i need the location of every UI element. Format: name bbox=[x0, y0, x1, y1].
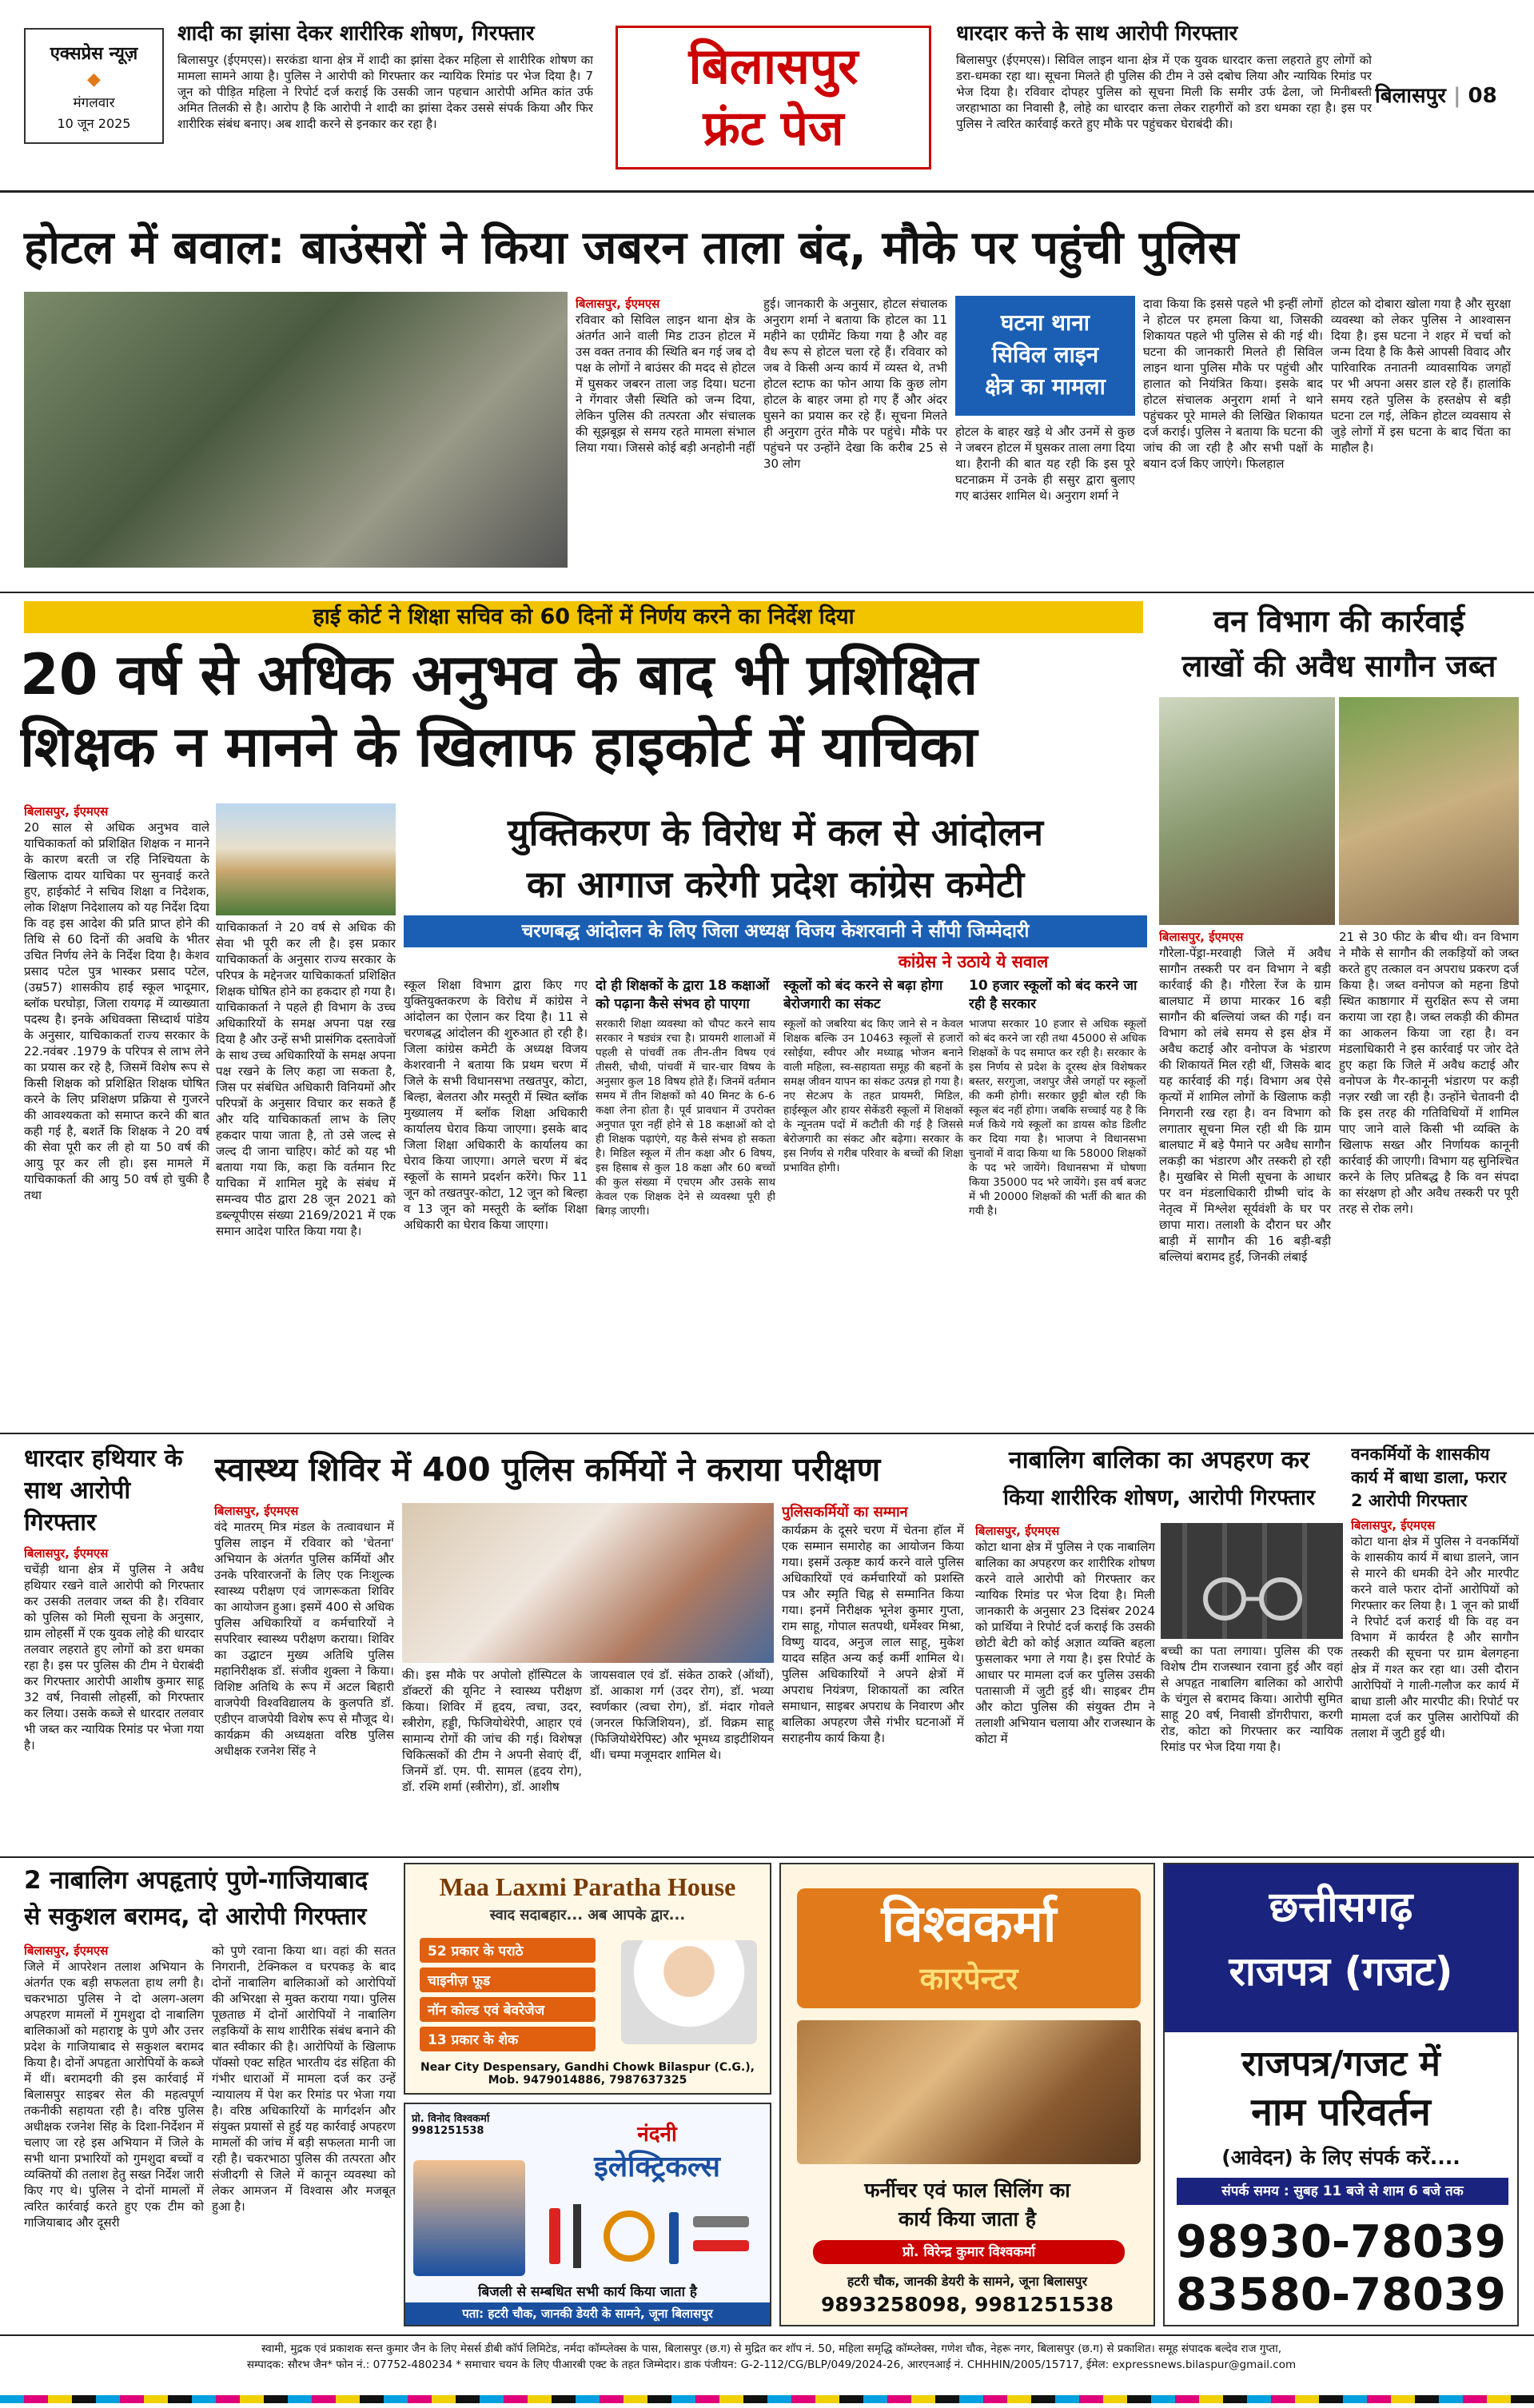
handcuffs-photo bbox=[1161, 1523, 1343, 1639]
middle-rule bbox=[0, 1433, 1534, 1434]
congress-q3-body: भाजपा सरकार 10 हजार से अधिक स्कूलों को बंद करने जा रही तथा 45000 से अधिक शिक्षकों के पद समाप्त कर रही है। सरकार के इस निर्णय से प्रदेश के दूरस्थ क्षेत्र विशेषकर बस्तर, सरगुजा, जशपुर जैसे जगहों पर स्कूलों की कमी होगी। सरकार छुट्टी बोल रही कि स्कूल बंद नहीं होगा। जबकि सच्चाई यह है कि मर्ज किये गये स्कूलों का डायस कोड डिलीट कर दिया गया है। भाजपा ने विधानसभा चुनावों में वादा किया था कि 58000 शिक्षकों के पद भरे जायेंगे। विधानसभा में घोषणा किया 35000 पद भरे जायेंगे। इस वर्ष बजट में भी 20000 शिक्षकों की भर्ती की बात की गयी है। bbox=[969, 1018, 1146, 1218]
imprint bbox=[24, 2341, 1519, 2389]
tools-icon bbox=[541, 2192, 765, 2276]
forest-col-1 bbox=[1159, 929, 1331, 1429]
ad-gazette-hours: संपर्क समय : सुबह 11 बजे से शाम 6 बजे तक bbox=[1177, 2178, 1508, 2205]
pune-dateline: बिलासपुर, ईएमएस bbox=[24, 1944, 109, 1958]
teacher-col-1-text: 20 साल से अधिक अनुभव वाले याचिकाकर्ता को प्रशिक्षित शिक्षक न मानने के कारण बरती ज रहि निश्चियता के खिलाफ दायर याचिका पर सुनवाई करते हुए, हाईकोर्ट ने सचिव शिक्षा व निदेशक, लोक शिक्षण निदेशालय को यह निर्देश दिया कि वह इस आदेश की प्रति प्राप्त होने की तिथि से 60 दिनों की अवधि के भीतर उचित निर्णय लेने के निर्देश दिया है। केशव प्रसाद पटेल पुत्र भास्कर प्रसाद पटेल, (उम्र57) शासकीय हाई स्कूल भादूमार, ब्लॉक घरघोड़ा, जिला रायगढ़ में व्याख्याता पदस्थ है। इनके अधिवक्ता सिध्दार्थ पांडेय के अनुसार, याचिकाकर्ता राज्य सरकार के 22.नवंबर .1979 के परिपत्र से लाभ लेने का प्रयास कर रहे है, जिसमें विशेष रूप से किसी शिक्षक को प्रशिक्षित शिक्षक घोषित करने के लिए प्रशिक्षण प्रक्रिया से गुजरने की आवश्यकता को समाप्त करने की बात कही गई है, बशर्ते कि शिक्षक ने 20 वर्ष की सेवा पूरी कर ली हो या 50 वर्ष की आयु पूर कर ली हो। इस मामले में याचिकाकर्ता की आयु 50 वर्ष हो चुकी है तथा bbox=[24, 820, 209, 1202]
pune-headline-2: से सकुशल बरामद, दो आरोपी गिरफ्तार bbox=[24, 1903, 367, 1931]
ad-gazette-title: राजपत्र (गजट) bbox=[1229, 1948, 1453, 1995]
hotel-col-5: होटल को दोबारा खोला गया है और सुरक्षा व्यवस्था को लेकर पुलिस ने आश्वासन दिया है। इस घटना ने शहर में चर्चा को जन्म दिया है कि कैसे आपसी विवाद और पारिवारिक तनातनी व्यावसायिक जगहों पर भी अपना असर डाल रहे हैं। हालांकि समय रहते पुलिस के हस्तक्षेप से बड़ी घटना टल गई, लेकिन होटल व्यवसाय से जुड़े लोगों में इस घटना के बाद चिंता का माहौल है। bbox=[1331, 297, 1511, 455]
teacher-kicker: हाई कोर्ट ने शिक्षा सचिव को 60 दिनों में निर्णय करने का निर्देश दिया bbox=[24, 601, 1143, 633]
weapon-headline: धारदार हथियार के साथ आरोपी गिरफ्तार bbox=[24, 1445, 183, 1537]
ad-gazette-head bbox=[1165, 1864, 1517, 2032]
ad-paratha-item: 13 प्रकार के शेक bbox=[420, 2027, 596, 2051]
chef-image bbox=[621, 1940, 757, 2044]
teacher-headline-2: शिक्षक न मानने के खिलाफ हाइकोर्ट में याचिका bbox=[20, 714, 978, 779]
brief-left-body: बिलासपुर (ईएमएस)। सरकंडा थाना क्षेत्र में शादी का झांसा देकर महिला से शारीरिक शोषण का मामला सामने आया है। पुलिस ने आरोपी को गिरफ्तार कर न्यायिक रिमांड पर भेज दिया है। 7 जून को पीड़ित महिला ने रिपोर्ट दर्ज कराई कि उसकी जान पहचान आरोपी अमित कांत उर्फ अमित तिलकी से है। आरोप है कि आरोपी ने शादी का झांसा देकर उससे संपर्क किया और फिर शारीरिक संबंध बनाए। अब शादी करने से इनकार कर रहा है। bbox=[177, 53, 593, 131]
teacher-col-2: याचिकाकर्ता ने 20 वर्ष से अधिक की सेवा भी पूरी कर ली है। इस प्रकार याचिकाकर्ता के अनुसार राज्य सरकार के परिपत्र के मद्देनजर याचिकाकर्ता प्रशिक्षित शिक्षक घोषित होने का हकदार हो गया है। याचिकाकर्ता ने पहले ही विभाग के उच्च अधिकारियों के समक्ष अपना पक्ष रख दिया है और उन्हें सभी प्रासंगिक दस्तावेजों के साथ उच्च अधिकारियों के समक्ष अपना पक्ष रखने के लिए कहा जा सकता है, जिस पर संबंधित अधिकारी विनियमों और परिपत्रों के अनुसार विचार कर सकते हैं और यदि याचिकाकर्ता लाभ के लिए हकदार पाया जाता है, तो उसे जल्द से जल्द दी जाना चाहिए। कोर्ट को यह भी बताया गया कि, कहा कि वर्तमान रिट याचिका में शामिल मुद्दे के संबंध में समन्वय पीठ द्वारा 28 जून 2021 को डब्ल्यूपीएस संख्या 2169/2021 में एक समान आदेश पारित किया गया है। bbox=[216, 920, 396, 1238]
congress-q3 bbox=[969, 977, 1146, 1429]
minor-dateline: बिलासपुर, ईएमएस bbox=[975, 1524, 1060, 1538]
health-photo bbox=[402, 1503, 774, 1663]
hotel-box-line-3: क्षेत्र का मामला bbox=[985, 373, 1106, 400]
forestworkers-dateline: बिलासपुर, ईएमएस bbox=[1351, 1518, 1436, 1533]
ad-electric-service: बिजली से सम्बधित सभी कार्य किया जाता है bbox=[478, 2284, 697, 2300]
ad-electric-brand-1: नंदनी bbox=[637, 2123, 677, 2147]
congress-q3-head: 10 हजार स्कूलों को बंद करने जा रही है सरकार bbox=[969, 978, 1138, 1012]
hotel-col-1-text: रविवार को सिविल लाइन थाना क्षेत्र के अंतर्गत आने वाली मिड टाउन होटल में उस वक्त तनाव की स्थिति बन गई जब दो पक्ष के लोगों ने बाउंसर की मदद से होटल में घुसकर जबरन ताला जड़ दिया। घटना ने गेंगवार जैसी स्थिति को जन्म दिया, लेकिन पुलिस की तत्परता और संचालक की सूझबूझ से समय रहते मामला संभाल लिया गया। जिससे कोई बड़ी अनहोनी नहीं bbox=[576, 313, 755, 455]
weapon-body: चचेंड़ी थाना क्षेत्र में पुलिस ने अवैध हथियार रखने वाले आरोपी को गिरफ्तार कर उसकी तलवार जब्त की है। रविवार को पुलिस को मिली सूचना के अनुसार, ग्राम लोहर्सी में एक युवक लोहे की धारदार तलवार लहराते हुए लोगों को डरा धमका रहा है। इस पर पुलिस की टीम ने घेराबंदी कर गिरफ्तार आरोपी आशीष कुमार साहू 32 वर्ष, निवासी लोहर्सी, को गिरफ्तार कर लिया। उसके कब्जे से धारदार तलवार भी जब्त कर न्यायिक रिमांड पर भेजा गया है। bbox=[24, 1562, 204, 1752]
folio-page-number: 08 bbox=[1468, 84, 1497, 108]
health-col-1 bbox=[214, 1503, 394, 1851]
hotel-col-3: होटल के बाहर खड़े थे और उनमें से कुछ ने जबरन होटल में घुसकर ताला लगा दिया था। हैरानी की बात यह रही कि इस पूरे घटनाक्रम में उनके ही ससुर द्वारा बुलाए गए बाउंसर शामिल थे। अनुराग शर्मा ने bbox=[955, 425, 1135, 503]
ad-carpenter-service-1: फर्नीचर एवं फाल सिलिंग का bbox=[864, 2179, 1070, 2202]
ad-carpenter-phone: 9893258098, 9981251538 bbox=[820, 2293, 1114, 2316]
ad-paratha-tagline: स्वाद सदाबहार... अब आपके द्वार... bbox=[489, 1907, 686, 1924]
congress-sub: कांग्रेस ने उठाये ये सवाल bbox=[898, 952, 1049, 971]
hotel-col-1 bbox=[576, 296, 755, 568]
health-headline: स्वास्थ्य शिविर में 400 पुलिस कर्मियों ने कराया परीक्षण bbox=[214, 1450, 881, 1489]
weapon-dateline: बिलासपुर, ईएमएस bbox=[24, 1546, 109, 1561]
ad-electric-brand-2: इलेक्ट्रिकल्स bbox=[594, 2151, 720, 2183]
ad-gazette-state: छत्तीसगढ़ bbox=[1269, 1884, 1413, 1932]
congress-strap: चरणबद्ध आंदोलन के लिए जिला अध्यक्ष विजय केशरवानी ने सौंपी जिम्मेदारी bbox=[404, 915, 1147, 947]
issue-day: मंगलवार bbox=[73, 95, 115, 111]
ad-gazette bbox=[1163, 1863, 1519, 2326]
health-col-2: की। इस मौके पर अपोलो हॉस्पिटल के डॉक्टरों की यूनिट ने स्वास्थ्य परीक्षण किया। शिविर में हृदय, त्वचा, उदर, स्त्रीरोग, हड्डी, फिजियोथेरेपी, आहार एवं सामान्य रोगों की जांच की गई। विशेषज्ञ चिकित्सकों की टीम ने अपनी सेवाएं दीं, जिनमें डॉ. एम. पी. सामल (हृदय रोग), डॉ. रश्मि शर्मा (स्त्रीरोग), डॉ. आशीष bbox=[402, 1668, 582, 1794]
hotel-headline: होटल में बवाल: बाउंसरों ने किया जबरन ताला बंद, मौके पर पहुंची पुलिस bbox=[24, 221, 1239, 274]
weapon-story bbox=[24, 1443, 204, 1851]
ad-gazette-phone-2: 83580-78039 bbox=[1176, 2269, 1506, 2321]
color-registration-bar bbox=[0, 2395, 1534, 2403]
masthead-rule bbox=[0, 190, 1534, 193]
ad-carpenter-owner: प्रो. विरेन्द्र कुमार विश्वकर्मा bbox=[813, 2240, 1125, 2264]
teacher-dateline: बिलासपुर, ईएमएस bbox=[24, 804, 109, 819]
pune-col-1 bbox=[24, 1943, 204, 2322]
ad-gazette-main-2: नाम परिवर्तन bbox=[1251, 2090, 1431, 2135]
ad-carpenter bbox=[779, 1863, 1155, 2326]
congress-q1 bbox=[596, 977, 775, 1429]
carpentry-image bbox=[797, 2020, 1141, 2164]
teacher-col-1 bbox=[24, 803, 209, 1427]
ad-paratha-title: Maa Laxmi Paratha House bbox=[439, 1872, 736, 1901]
masthead bbox=[0, 0, 1534, 192]
brief-right-headline: धारदार कत्ते के साथ आरोपी गिरफ्तार bbox=[956, 22, 1238, 46]
forestworkers-body: कोटा थाना क्षेत्र में पुलिस ने वनकर्मियों के शासकीय कार्य में बाधा डालने, जान से मारने की धमकी देने और मारपीट करने वाले फरार दोनों आरोपियों को गिरफ्तार कर लिया है। 1 जून को प्रार्थी ने रिपोर्ट दर्ज कराई थी कि वह वन विभाग में कार्यरत है और सागौन तस्करी की सूचना पर ग्राम बेलगहना क्षेत्र में गश्त कर रहा था। उसी दौरान आरोपियों ने गाली-गलौज कर कार्य में बाधा डाली और मारपीट की। रिपोर्ट पर मामला दर्ज कर पुलिस आरोपियों की तलाश में जुटी हुई थी। bbox=[1351, 1534, 1519, 1740]
pune-col-2: को पुणे रवाना किया था। वहां की सतत निगरानी, टेक्निकल व घरपकड़ के बाद दोनों नाबालिग बालिकाओं को आरोपियों की अभिरक्षा से मुक्त कराया गया। पुलिस पूछताछ में दोनों आरोपियों ने नाबालिग लड़कियों के साथ शारीरिक संबंध बनाने की बात स्वीकार की है। आरोपियों के खिलाफ पॉक्सो एक्ट सहित भारतीय दंड संहिता की गंभीर धाराओं में मामला दर्ज कर उन्हें न्यायालय में पेश कर रिमांड पर भेजा गया है। वरिष्ठ अधिकारियों के मार्गदर्शन और संयुक्त प्रयासों से हुई यह कार्रवाई अपहरण मामलों की जांच में बड़ी सफलता मानी जा रही है। चकरभाठा पुलिस की तत्परता और संजीदगी से जिले में कानून व्यवस्था को लेकर आमजन में विश्वास और मजबूत हुआ है। bbox=[212, 1944, 396, 2214]
brief-left bbox=[177, 20, 593, 172]
congress-col-1: स्कूल शिक्षा विभाग द्वारा किए गए युक्तियुक्तकरण के विरोध में कांग्रेस ने आंदोलन का ऐलान कर दिया है। 11 से चरणबद्ध आंदोलन की शुरुआत हो रही है। जिला कांग्रेस कमेटी के अध्यक्ष विजय केशरवानी ने बताया कि प्रथम चरण में जिले के सभी विधानसभा तखतपुर, कोटा, बिल्हा, बेलतरा और मस्तूरी में स्थित ब्लॉक मुख्यालय में ब्लॉक शिक्षा अधिकारी कार्यालय घेराव किया जाएगा। इसके बाद जिला शिक्षा अधिकारी के कार्यालय का घेराव किया जाएगा। अगले चरण में बंद स्कूलों के सामने प्रदर्शन करेंगे। फिर 11 जून को तखतपुर-कोटा, 12 जून को बिल्हा व 13 जून को मस्तूरी के ब्लॉक शिक्षा अधिकारी का घेराव किया जाएगा। bbox=[404, 978, 588, 1232]
brand-name: एक्सप्रेस न्यूज़ bbox=[50, 44, 138, 64]
ad-electric-contact: प्रो. विनोद विश्वकर्मा 9981251538 bbox=[412, 2113, 490, 2137]
health-dateline: बिलासपुर, ईएमएस bbox=[214, 1504, 299, 1518]
brand-box bbox=[24, 28, 164, 144]
ad-paratha-items bbox=[420, 1938, 596, 2056]
pune-headline-1: 2 नाबालिग अपहृताएं पुणे-गाजियाबाद bbox=[24, 1866, 369, 1895]
forest-headline-2: लाखों की अवैध सागौन जब्त bbox=[1181, 648, 1496, 684]
ad-carpenter-brand-sub: कारपेन्टर bbox=[919, 1961, 1018, 1996]
ad-carpenter-service-2: कार्य किया जाता है bbox=[898, 2207, 1036, 2231]
congress-q2-body: स्कूलों को जबरिया बंद किए जाने से न केवल शिक्षक बल्कि उन 10463 स्कूलों से हजारों रसोईया, स्वीपर और मध्याह्न भोजन बनाने वाली महिला, स्व-सहायता समूह की बहनों के समक्ष जीवन यापन का संकट उत्पन्न हो गया है। नए सेटअप के तहत प्रायमरी, मिडिल, हाईस्कूल और हायर सेकेंडरी स्कूलों में शिक्षकों के न्यूनतम पदों में कटौती की गई है जिससे बेरोजगारी का संकट और बढ़ेगा। सरकार के इस निर्णय से गरीब परिवार के बच्चों की शिक्षा प्रभावित होगी। bbox=[783, 1018, 963, 1174]
hotel-col-2: हुई। जानकारी के अनुसार, होटल संचालक अनुराग शर्मा ने बताया कि होटल का 11 महीने का एग्रीमेंट किया गया है और वह वैध रूप से होटल चला रहे हैं। रविवार को जब वे किसी अन्य कार्य में व्यस्त थे, तभी होटल स्टाफ का फोन आया कि कुछ लोग होटल के बाहर जमा हो गए हैं और अंदर घुसने का प्रयास कर रहे हैं। सूचना मिलते ही अनुराग तुरंत मौके पर पहुंचे। मौके पर पहुंचने पर उन्होंने देखा कि करीब 25 से 30 लोग bbox=[763, 297, 947, 471]
health-sub: पुलिसकर्मियों का सम्मान bbox=[782, 1504, 908, 1521]
folio-divider: | bbox=[1452, 84, 1468, 108]
ad-carpenter-brand: विश्वकर्मा bbox=[881, 1895, 1057, 1954]
page-title-city: बिलासपुर bbox=[688, 37, 859, 95]
congress-q1-head: दो ही शिक्षकों के द्वारा 18 कक्षाओं को पढ़ाना कैसे संभव हो पाएगा bbox=[596, 978, 770, 1012]
hotel-story bbox=[0, 196, 1534, 580]
folio bbox=[1375, 80, 1519, 112]
forest-photo-2 bbox=[1339, 697, 1519, 925]
forest-headline-1: वन विभाग की कार्रवाई bbox=[1213, 604, 1465, 639]
diamond-icon: ◆ bbox=[87, 70, 101, 90]
minor-col-1-text: कोटा थाना क्षेत्र में पुलिस ने एक नाबालिग बालिका का अपहरण कर शारीरिक शोषण करने वाले आरोपी को गिरफ्तार कर न्यायिक रिमांड पर भेज दिया है। मिली जानकारी के अनुसार 23 दिसंबर 2024 को प्रार्थिया ने रिपोर्ट दर्ज कराई कि उसकी छोटी बेटी को कोई अज्ञात व्यक्ति बहला फुसलाकर भगा ले गया है। इस रिपोर्ट के आधार पर मामला दर्ज कर पुलिस उसकी पतासाजी में जुटी हुई थी। साइबर टीम और कोटा पुलिस की संयुक्त टीम ने तलाशी अभियान चलाया और राजस्थान के कोटा में bbox=[975, 1540, 1155, 1746]
hotel-photo bbox=[24, 292, 568, 568]
congress-headline-1: युक्तिकरण के विरोध में कल से आंदोलन bbox=[508, 811, 1043, 854]
page-title-section: फ्रंट पेज bbox=[703, 101, 844, 157]
issue-date: 10 जून 2025 bbox=[57, 116, 131, 131]
ad-carpenter-banner bbox=[797, 1888, 1141, 2008]
health-col-1-text: वंदे मातरम् मित्र मंडल के तत्वावधान में पुलिस लाइन में रविवार को 'चेतना' अभियान के अंतर्गत पुलिस कर्मियों और उनके परिवारजनों के लिए एक निःशुल्क स्वास्थ्य परीक्षण एवं जागरूकता शिविर का आयोजन हुआ। इसमें 400 से अधिक पुलिस अधिकारियों व कर्मचारियों ने सपरिवार स्वास्थ्य परीक्षण कराया। शिविर का उद्घाटन मुख्य अतिथि पुलिस महानिरीक्षक डॉ. संजीव शुक्ला ने किया। विशिष्ट अतिथि के रूप में अटल बिहारी वाजपेयी विश्वविद्यालय के कुलपति डॉ. एडीएन वाजपेयी विशेष रूप से मौजूद थे। कार्यक्रम की अध्यक्षता वरिष्ठ पुलिस अधीक्षक रजनेश सिंह ने bbox=[214, 1520, 394, 1758]
ad-carpenter-address: हटरी चौक, जानकी डेयरी के सामने, जूना बिलासपुर bbox=[847, 2274, 1088, 2289]
forestworkers-story bbox=[1351, 1443, 1519, 1851]
forest-photo-1 bbox=[1159, 697, 1335, 925]
ad-paratha-item: 52 प्रकार के पराठे bbox=[420, 1938, 596, 1963]
ad-gazette-sub: (आवेदन) के लिए संपर्क करें.... bbox=[1221, 2146, 1460, 2169]
forest-dateline: बिलासपुर, ईएमएस bbox=[1159, 930, 1244, 944]
imprint-rule bbox=[0, 2334, 1534, 2336]
health-col-4 bbox=[782, 1503, 964, 1851]
brief-right bbox=[956, 20, 1372, 172]
hotel-col-4: दावा किया कि इससे पहले भी इन्हीं लोगों ने होटल पर हमला किया था, जिसकी शिकायत पहले भी पुलिस से की गई थी। घटना की जानकारी मिलते ही सिविल लाइन थाना पुलिस मौके पर पहुंची और हालात को नियंत्रित किया। इसके बाद होटल संचालक अनुराग शर्मा ने थाने पहुंचकर पूरे मामले की लिखित शिकायत दर्ज कराई। पुलिस ने बताया कि घटना की जांच की जा रही है और सभी पक्षों के बयान दर्ज किए जाएंगे। फिलहाल bbox=[1143, 297, 1323, 471]
high-court-photo bbox=[216, 803, 396, 915]
teacher-headline-1: 20 वर्ष से अधिक अनुभव के बाद भी प्रशिक्षित bbox=[20, 642, 978, 708]
hotel-highlight-box bbox=[955, 296, 1135, 416]
ad-paratha-item: चाइनीज़ फूड bbox=[420, 1967, 596, 1992]
ad-gazette-phone-1: 98930-78039 bbox=[1176, 2216, 1506, 2268]
minor-col-2: बच्ची का पता लगाया। पुलिस की एक विशेष टीम राजस्थान रवाना हुई और वहां से अपहृत नाबालिग बालिका को आरोपी के चंगुल से बरामद किया। आरोपी सुमित साहू 20 वर्ष, निवासी डोंगरीपारा, करगी रोड, कोटा को गिरफ्तार कर न्यायिक रिमांड पर भेज दिया गया है। bbox=[1161, 1644, 1343, 1754]
ad-paratha-address: Near City Despensary, Gandhi Chowk Bilaspur (C.G.), Mob. 9479014886, 7987637325 bbox=[420, 2061, 755, 2087]
forest-col-1-text: गौरेला-पेंड्रा-मरवाही जिले में अवैध सागौन तस्करी पर वन विभाग ने बड़ी कार्रवाई की है। गौरेला रेंज के ग्राम बालघाट में छापा मारकर 16 बड़ी सागौन की बल्लियां जब्त की गईं। वन विभाग को लंबे समय से इस क्षेत्र में अवैध कटाई और वनोपज के भंडारण की शिकायतें मिल रही थीं, जिसके बाद यह कार्रवाई की गई। विभाग अब ऐसे कृत्यों में शामिल लोगों के खिलाफ कड़ी निगरानी रख रहा है। वन विभाग को लगातार सूचना मिल रही थी कि ग्राम बालघाट में बड़े पैमाने पर अवैध सागौन लकड़ी का भंडारण और तस्करी हो रही है। मुखबिर से मिली सूचना के आधार पर वन मंडलाधिकारी ग्रीष्मी चांद के नेतृत्व में मिश्लेश सूर्यवंशी के घर पर छापा मारा। तलाशी के दौरान घर और बाड़ी में सागौन की 16 बड़ी-बड़ी बल्लियां बरामद हुईं, जिनकी लंबाई bbox=[1159, 946, 1331, 1264]
imprint-line-1: स्वामी, मुद्रक एवं प्रकाशक सन्त कुमार जैन के लिए मेसर्स डीबी कॉर्प लिमिटेड, नर्मदा कॉम्प्लेक्स के पास, बिलासपुर (छ.ग) से मुद्रित कर शॉप नं. 50, महिला समृद्धि कॉम्प्लेक्स, गणेश चौक, नेहरू नगर, बिलासपुर (छ.ग) से प्रकाशित। समूह संपादक बल्देव राज गुप्ता, bbox=[261, 2342, 1282, 2355]
pune-col-1-text: जिले में आपरेशन तलाश अभियान के अंतर्गत एक बड़ी सफलता हाथ लगी है। चकरभाठा पुलिस ने दो अलग-अलग अपहरण मामलों में गुमशुदा दो नाबालिग बालिकाओं को महाराष्ट्र के पुणे और उत्तर प्रदेश के गाजियाबाद से सकुशल बरामद किया है। दोनों अपहृता आरोपियों के कब्जे में थीं। बरामदगी की इस कार्रवाई में बिलासपुर साइबर सेल की महत्वपूर्ण तकनीकी सहायता रही है। वरिष्ठ पुलिस अधीक्षक रजनेश सिंह के दिशा-निर्देशन में चलाए जा रहे इस अभियान में जिले के सभी थाना प्रभारियों को गुमशुदा बच्चों व व्यक्तियों की तलाश हेतु सख्त निर्देश जारी किए गए थे। पुलिस ने दोनों मामलों में त्वरित कार्रवाई करते हुए एक टीम को गाजियाबाद और दूसरी bbox=[24, 1959, 204, 2230]
health-col-3: जायसवाल एवं डॉ. संकेत ठाकरे (ऑर्थो), डॉ. आकाश गर्ग (उदर रोग), डॉ. भव्या स्वर्णकार (त्वचा रोग), डॉ. मंदार गोवले (जनरल फिजिशियन), डॉ. विक्रम साहू (फिजियोथेरेपिस्ट) और भूमध्य डाइटीशियन थीं। चम्पा मजूमदार शामिल थे। bbox=[590, 1668, 774, 1762]
ad-electric-address: पता: हटरी चौक, जानकी डेयरी के सामने, जूना बिलासपुर bbox=[405, 2302, 770, 2325]
congress-q2 bbox=[783, 977, 963, 1429]
ad-electric bbox=[404, 2103, 771, 2326]
brief-right-body: बिलासपुर (ईएमएस)। सिविल लाइन थाना क्षेत्र में एक युवक धारदार कत्ता लहराते हुए लोगों को डरा-धमका रहा था। सूचना मिलते ही पुलिस की टीम ने उसे दबोच लिया और न्यायिक रिमांड पर भेज दिया है। रविवार दोपहर पुलिस को सूचना मिली कि समीर उर्फ ढेला, जो मिनीबस्ती जरहाभाठा का निवासी है, लोहे का धारदार कत्ता लेकर राहगीरों को डरा धमका रहा है। इस पर पुलिस ने त्वरित कार्रवाई करते हुए मौके पर पहुंचकर घेराबंदी की। bbox=[956, 53, 1372, 131]
hotel-dateline: बिलासपुर, ईएमएस bbox=[576, 297, 660, 311]
hotel-box-line-1: घटना थाना bbox=[1000, 309, 1090, 336]
congress-q2-head: स्कूलों को बंद करने से बढ़ा होगा बेरोजगारी का संकट bbox=[783, 978, 943, 1012]
lower-rule bbox=[0, 1856, 1534, 1858]
folio-city: बिलासपुर bbox=[1375, 84, 1446, 108]
minor-headline-2: किया शारीरिक शोषण, आरोपी गिरफ्तार bbox=[1002, 1485, 1316, 1510]
electrician-image bbox=[413, 2160, 525, 2276]
congress-headline-2: का आगाज करेगी प्रदेश कांग्रेस कमेटी bbox=[526, 863, 1025, 906]
hotel-rule bbox=[0, 592, 1534, 593]
brief-left-headline: शादी का झांसा देकर शारीरिक शोषण, गिरफ्तार bbox=[177, 22, 535, 46]
ad-gazette-main-1: राजपत्र/गजट में bbox=[1241, 2043, 1440, 2084]
forest-col-2: 21 से 30 फीट के बीच थी। वन विभाग ने मौके से सागौन की लकड़ियों को जब्त करते हुए तत्काल वन अपराध प्रकरण दर्ज किया है। जब्त वनोपज को महना डिपो स्थित काष्ठागार में सुरक्षित रूप से जमा कराया जा रहा है। जब्त लकड़ी की कीमत का आकलन किया जा रहा है। वन मंडलाधिकारी ने इस कार्रवाई पर जोर देते हुए कहा कि जिले में अवैध कटाई और वनोपज के गैर-कानूनी भंडारण पर कड़ी नज़र रखी जा रही है। उन्होंने चेतावनी दी कि इस तरह की गतिविधियों में शामिल पाए जाने वाले किसी भी व्यक्ति के खिलाफ सख्त और निर्णायक कानूनी कार्रवाई की जाएगी। विभाग यह सुनिश्चित करने के लिए प्रतिबद्ध है कि वन संपदा का संरक्षण हो और अवैध तस्करी पर पूरी तरह से रोक लगे। bbox=[1339, 930, 1519, 1216]
ad-paratha bbox=[404, 1863, 771, 2095]
minor-col-1 bbox=[975, 1523, 1155, 1851]
title-box bbox=[616, 26, 931, 169]
congress-q1-body: सरकारी शिक्षा व्यवस्था को चौपट करने साय सरकार ने षड्यंत्र रचा है। प्रायमरी शालाओं में पहली से पांचवीं तक तीन-तीन विषय एवं तीसरी, चौथी, पांचवीं में चार-चार विषय के अनुसार कुल 18 विषय होते हैं। जिनमें वर्तमान समय में तीन शिक्षकों को 40 मिनट के 6-6 कक्षा लेना होता है। पूर्व प्रावधान में उपरोक्त अनुपात पूरा नहीं होने से 18 कक्षाओं को दो ही शिक्षक पढ़ाएंगे, यह कैसे संभव हो सकता है। मिडिल स्कूल में तीन कक्षा और 6 विषय, इस हिसाब से कुल 18 कक्षा और 60 बच्चों की कुल संख्या में एचएम और उसके साथ केवल एक शिक्षक देने से व्यवस्था पूरी ही बिगड़ जाएगी। bbox=[596, 1018, 775, 1218]
forestworkers-headline: वनकर्मियों के शासकीय कार्य में बाधा डाला, फरार 2 आरोपी गिरफ्तार bbox=[1351, 1445, 1507, 1510]
handcuffs-icon bbox=[1161, 1523, 1343, 1639]
tools-image bbox=[541, 2192, 765, 2276]
minor-headline-1: नाबालिग बालिका का अपहरण कर bbox=[1009, 1446, 1309, 1474]
health-col-4-text: कार्यक्रम के दूसरे चरण में चेतना हॉल में एक सम्मान समारोह का आयोजन किया गया। इसमें उत्कृष्ट कार्य करने वाले पुलिस अधिकारियों एवं कर्मचारियों को प्रशस्ति पत्र और स्मृति चिह्न से सम्मानित किया गया। इनमें निरीक्षक भूनेश कुमार गुप्ता, राम साहू, गोपाल सतपथी, धर्मेश्वर मिश्रा, विष्णु यादव, अनुज लाल साहू, मुकेश यादव सहित अन्य कई कर्मी शामिल थे। पुलिस अधिकारियों ने अपने क्षेत्रों में अपराध नियंत्रण, शिकायतों का त्वरित समाधान, साइबर अपराध के निवारण और बालिका अपहरण जैसे गंभीर घटनाओं में सराहनीय कार्य किया है। bbox=[782, 1523, 964, 1745]
imprint-line-2: सम्पादक: सौरभ जैन* फोन नं.: 07752-480234 * समाचार चयन के लिए पीआरबी एक्ट के तहत जिम्मेदार। डाक पंजीयन: G-2-112/CG/BLP/049/2024-26, आरएनआई नं. CHHHIN/2005/15717, ईमेल: expressnews.bilaspur@gmail.com bbox=[246, 2358, 1297, 2371]
hotel-box-line-2: सिविल लाइन bbox=[991, 341, 1099, 368]
ad-paratha-item: नॉन कोल्ड एवं बेवरेजेज bbox=[420, 1997, 596, 2022]
